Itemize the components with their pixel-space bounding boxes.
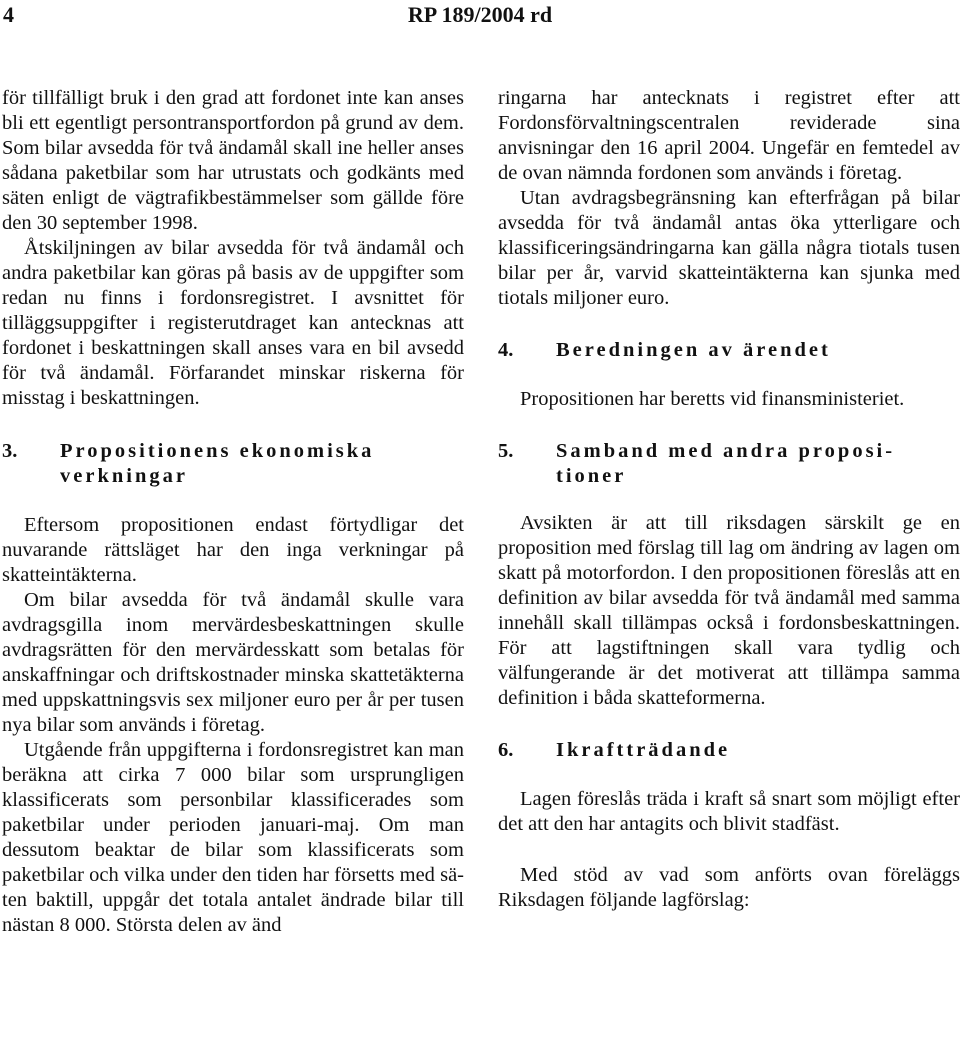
section-heading-3	[2, 439, 464, 489]
paragraph: Avsikten är att till riksdagen särskilt ge en proposition med förslag till lag om ändring av lagen om skatt på motorfordon. I den propositionen föreslås att en definition av bilar avsedda för två ändamål med samma innehåll skall tillämpas också i fordonsbeskattningen. För att lagstiftningen skall vara tydlig och välfungerande är det motiverat att tillämpa samma definition i båda skatteformerna.	[498, 512, 960, 709]
section-number: 3.	[2, 440, 18, 462]
section-number: 4.	[498, 339, 514, 361]
paragraph: Utan avdragsbegränsning kan efterfrågan på bilar avsedda för två ändamål antas öka ytterligare och klassificeringsändringarna kan gälla några tiotals tusen bilar per år, varvid skatteintäkterna kan sjunka med tiotals miljoner euro.	[498, 187, 960, 309]
paragraph: Lagen föreslås träda i kraft så snart som möjligt efter det att den har antagits och blivit stadfäst.	[498, 788, 960, 835]
paragraph: Om bilar avsedda för två ändamål skulle vara avdragsgilla inom mervärdesbeskattningen skulle avdragsrätten för den mervärdesskatt som betalas för anskaffningar och driftskostnader minska skattetäkterna med uppskattningsvis sex miljoner euro per år per tusen nya bilar som används i företag.	[2, 589, 464, 736]
section-heading-5	[498, 439, 960, 489]
paragraph: Åtskiljningen av bilar avsedda för två ändamål och andra paketbilar kan göras på basis av de uppgifter som redan nu finns i fordonsregistret. I avsnittet för tilläggsuppgifter i registerutdraget kan antecknas att fordonet i beskattningen skall anses vara en bil avsedd för två ändamål. Förfarandet minskar riskerna för misstag i beskattningen.	[2, 237, 464, 409]
right-column	[498, 86, 960, 913]
section-title-continued: tioner	[556, 465, 627, 487]
paragraph: Eftersom propositionen endast förtydligar det nuvarande rättsläget har den inga verkningar på skatteintäkterna.	[2, 514, 464, 586]
paragraph: ringarna har antecknats i registret efter att Fordonsförvaltningscentralen reviderade sina anvisningar den 16 april 2004. Ungefär en femtedel av de ovan nämnda fordonen som används i företag.	[498, 87, 960, 184]
section-title: Samband med andra proposi-	[556, 440, 896, 462]
section-heading-4	[498, 338, 960, 363]
paragraph: för tillfälligt bruk i den grad att fordonet inte kan anses bli ett egentligt persontransportfordon på grund av dem. Som bilar avsedda för två ändamål skall ine heller anses sådana paketbilar som har utrustats och godkänts med säten enligt de vägtrafikbestämmelser som gällde före den 30 september 1998.	[2, 87, 464, 234]
section-heading-6	[498, 738, 960, 763]
section-title: Ikraftträdande	[556, 739, 731, 761]
section-title: Beredningen av ärendet	[556, 339, 831, 361]
page-number: 4	[3, 2, 14, 27]
section-title: Propositionens ekonomiska	[60, 440, 375, 462]
section-number: 5.	[498, 440, 514, 462]
section-number: 6.	[498, 739, 514, 761]
left-column	[2, 86, 464, 938]
document-id: RP 189/2004 rd	[407, 2, 553, 27]
paragraph: Utgående från uppgifterna i fordonsregistret kan man beräkna att cirka 7 000 bilar som ursprungligen klassificerats som personbilar klassificerades som paketbilar under perioden januari-maj. Om man dessutom beaktar de bilar som klassificerats som paketbilar och vilka under den tiden har försetts med säten baktill, uppgår det totala antalet ändrade bilar till nästan 8 000. Största delen av änd	[2, 739, 464, 936]
page-header	[0, 0, 960, 42]
paragraph: Med stöd av vad som anförts ovan föreläggs Riksdagen följande lagförslag:	[498, 864, 960, 911]
paragraph: Propositionen har beretts vid finansministeriet.	[520, 388, 905, 410]
section-title-continued: verkningar	[60, 465, 188, 487]
